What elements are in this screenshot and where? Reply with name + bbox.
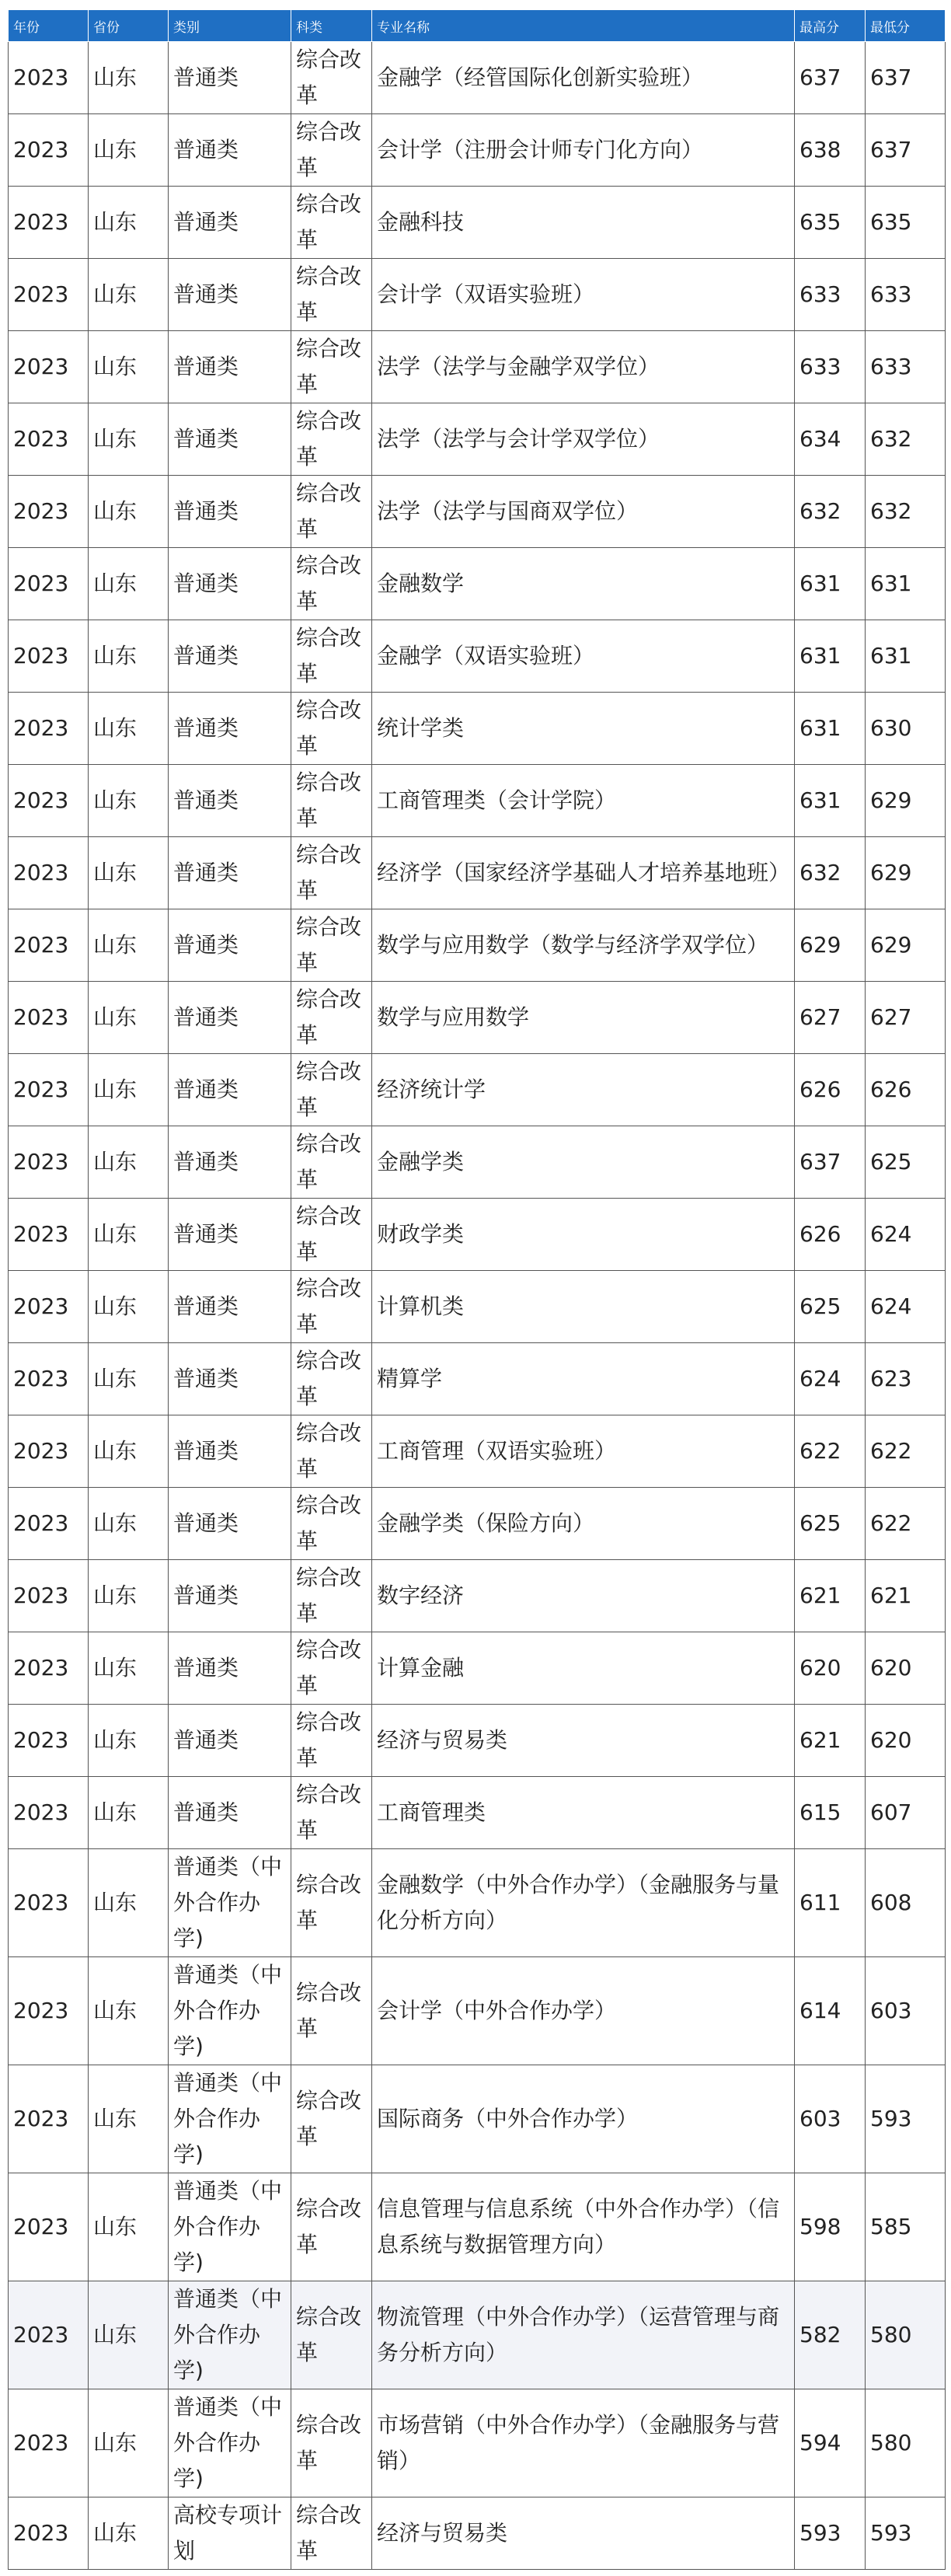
cell-year: 2023 [9, 909, 89, 982]
cell-major: 经济学（国家经济学基础人才培养基地班） [372, 837, 795, 909]
admission-scores-table [8, 9, 946, 2570]
cell-major: 金融科技 [372, 187, 795, 259]
cell-province: 山东 [89, 1632, 169, 1705]
cell-type: 普通类（中外合作办学) [169, 2065, 291, 2173]
cell-max-score: 632 [795, 476, 866, 548]
table-row [9, 114, 946, 187]
cell-category: 综合改革 [291, 42, 372, 114]
cell-min-score: 632 [866, 476, 946, 548]
cell-type: 普通类 [169, 1560, 291, 1632]
cell-major: 数学与应用数学 [372, 982, 795, 1054]
cell-type: 普通类 [169, 1777, 291, 1849]
cell-max-score: 625 [795, 1488, 866, 1560]
cell-category: 综合改革 [291, 403, 372, 476]
cell-major: 统计学类 [372, 693, 795, 765]
cell-min-score: 631 [866, 620, 946, 693]
cell-category: 综合改革 [291, 1054, 372, 1126]
cell-category: 综合改革 [291, 1488, 372, 1560]
cell-type: 普通类 [169, 331, 291, 403]
table-row [9, 982, 946, 1054]
cell-year: 2023 [9, 1777, 89, 1849]
cell-max-score: 629 [795, 909, 866, 982]
cell-type: 高校专项计划 [169, 2497, 291, 2570]
cell-province: 山东 [89, 1126, 169, 1199]
table-row [9, 693, 946, 765]
cell-major: 经济与贸易类 [372, 2497, 795, 2570]
cell-year: 2023 [9, 1271, 89, 1343]
table-body [9, 42, 946, 2570]
table-row [9, 187, 946, 259]
cell-type: 普通类 [169, 982, 291, 1054]
cell-max-score: 626 [795, 1199, 866, 1271]
cell-type: 普通类 [169, 1199, 291, 1271]
cell-max-score: 631 [795, 765, 866, 837]
cell-year: 2023 [9, 476, 89, 548]
cell-province: 山东 [89, 693, 169, 765]
cell-category: 综合改革 [291, 1560, 372, 1632]
cell-max-score: 637 [795, 1126, 866, 1199]
cell-min-score: 633 [866, 259, 946, 331]
cell-category: 综合改革 [291, 187, 372, 259]
table-row [9, 42, 946, 114]
cell-province: 山东 [89, 114, 169, 187]
cell-major: 数学与应用数学（数学与经济学双学位） [372, 909, 795, 982]
cell-max-score: 634 [795, 403, 866, 476]
cell-max-score: 638 [795, 114, 866, 187]
table-row [9, 2281, 946, 2389]
cell-major: 信息管理与信息系统（中外合作办学）（信息系统与数据管理方向） [372, 2173, 795, 2281]
cell-major: 金融学（经管国际化创新实验班） [372, 42, 795, 114]
cell-category: 综合改革 [291, 693, 372, 765]
table-row [9, 1271, 946, 1343]
cell-max-score: 621 [795, 1560, 866, 1632]
cell-type: 普通类 [169, 259, 291, 331]
cell-category: 综合改革 [291, 2173, 372, 2281]
cell-min-score: 629 [866, 909, 946, 982]
cell-year: 2023 [9, 1632, 89, 1705]
cell-category: 综合改革 [291, 1777, 372, 1849]
cell-min-score: 620 [866, 1632, 946, 1705]
cell-year: 2023 [9, 187, 89, 259]
cell-category: 综合改革 [291, 982, 372, 1054]
cell-province: 山东 [89, 548, 169, 620]
table-row [9, 2389, 946, 2497]
cell-year: 2023 [9, 114, 89, 187]
cell-category: 综合改革 [291, 1271, 372, 1343]
table-row [9, 548, 946, 620]
cell-province: 山东 [89, 1488, 169, 1560]
cell-category: 综合改革 [291, 331, 372, 403]
cell-year: 2023 [9, 1957, 89, 2065]
cell-max-score: 631 [795, 548, 866, 620]
cell-min-score: 629 [866, 765, 946, 837]
cell-max-score: 631 [795, 693, 866, 765]
cell-min-score: 622 [866, 1415, 946, 1488]
cell-max-score: 631 [795, 620, 866, 693]
table-row [9, 620, 946, 693]
cell-major: 法学（法学与金融学双学位） [372, 331, 795, 403]
cell-year: 2023 [9, 982, 89, 1054]
cell-min-score: 625 [866, 1126, 946, 1199]
cell-min-score: 637 [866, 42, 946, 114]
cell-province: 山东 [89, 837, 169, 909]
cell-major: 数字经济 [372, 1560, 795, 1632]
cell-min-score: 621 [866, 1560, 946, 1632]
cell-year: 2023 [9, 1705, 89, 1777]
cell-major: 精算学 [372, 1343, 795, 1415]
header-year: 年份 [9, 10, 89, 42]
cell-major: 金融数学 [372, 548, 795, 620]
cell-max-score: 593 [795, 2497, 866, 2570]
cell-min-score: 607 [866, 1777, 946, 1849]
cell-province: 山东 [89, 1957, 169, 2065]
cell-type: 普通类 [169, 548, 291, 620]
cell-category: 综合改革 [291, 1343, 372, 1415]
cell-category: 综合改革 [291, 1957, 372, 2065]
cell-category: 综合改革 [291, 1126, 372, 1199]
cell-major: 金融学（双语实验班） [372, 620, 795, 693]
cell-min-score: 623 [866, 1343, 946, 1415]
cell-province: 山东 [89, 1777, 169, 1849]
cell-min-score: 630 [866, 693, 946, 765]
cell-min-score: 631 [866, 548, 946, 620]
cell-major: 市场营销（中外合作办学）（金融服务与营销） [372, 2389, 795, 2497]
cell-type: 普通类（中外合作办学) [169, 1957, 291, 2065]
cell-year: 2023 [9, 403, 89, 476]
cell-type: 普通类 [169, 1343, 291, 1415]
cell-year: 2023 [9, 2281, 89, 2389]
header-min-score: 最低分 [866, 10, 946, 42]
cell-category: 综合改革 [291, 2389, 372, 2497]
cell-type: 普通类 [169, 114, 291, 187]
cell-province: 山东 [89, 1054, 169, 1126]
table-row [9, 331, 946, 403]
cell-category: 综合改革 [291, 909, 372, 982]
cell-min-score: 624 [866, 1199, 946, 1271]
cell-type: 普通类 [169, 620, 291, 693]
cell-year: 2023 [9, 1849, 89, 1957]
cell-major: 计算机类 [372, 1271, 795, 1343]
table-row [9, 1488, 946, 1560]
table-row [9, 1343, 946, 1415]
cell-min-score: 585 [866, 2173, 946, 2281]
table-row [9, 1777, 946, 1849]
cell-year: 2023 [9, 693, 89, 765]
cell-min-score: 633 [866, 331, 946, 403]
cell-max-score: 625 [795, 1271, 866, 1343]
cell-major: 会计学（双语实验班） [372, 259, 795, 331]
table-row [9, 1126, 946, 1199]
cell-major: 财政学类 [372, 1199, 795, 1271]
cell-province: 山东 [89, 2065, 169, 2173]
cell-province: 山东 [89, 187, 169, 259]
cell-year: 2023 [9, 1126, 89, 1199]
cell-min-score: 624 [866, 1271, 946, 1343]
table-row [9, 1957, 946, 2065]
table-row [9, 1199, 946, 1271]
cell-category: 综合改革 [291, 2497, 372, 2570]
table-row [9, 2173, 946, 2281]
cell-max-score: 627 [795, 982, 866, 1054]
cell-major: 金融学类（保险方向） [372, 1488, 795, 1560]
table-row [9, 2497, 946, 2570]
cell-year: 2023 [9, 765, 89, 837]
table-row [9, 259, 946, 331]
cell-type: 普通类（中外合作办学) [169, 1849, 291, 1957]
cell-category: 综合改革 [291, 548, 372, 620]
cell-type: 普通类 [169, 187, 291, 259]
table-row [9, 1705, 946, 1777]
cell-max-score: 635 [795, 187, 866, 259]
cell-year: 2023 [9, 548, 89, 620]
cell-province: 山东 [89, 2173, 169, 2281]
cell-year: 2023 [9, 837, 89, 909]
cell-major: 法学（法学与会计学双学位） [372, 403, 795, 476]
cell-min-score: 608 [866, 1849, 946, 1957]
cell-major: 金融学类 [372, 1126, 795, 1199]
cell-major: 金融数学（中外合作办学）（金融服务与量化分析方向） [372, 1849, 795, 1957]
cell-min-score: 580 [866, 2281, 946, 2389]
cell-major: 计算金融 [372, 1632, 795, 1705]
cell-province: 山东 [89, 331, 169, 403]
cell-min-score: 593 [866, 2497, 946, 2570]
cell-type: 普通类 [169, 1271, 291, 1343]
cell-major: 工商管理（双语实验班） [372, 1415, 795, 1488]
table-row [9, 1054, 946, 1126]
cell-min-score: 635 [866, 187, 946, 259]
cell-type: 普通类 [169, 1705, 291, 1777]
header-type: 类别 [169, 10, 291, 42]
cell-min-score: 620 [866, 1705, 946, 1777]
cell-year: 2023 [9, 2173, 89, 2281]
cell-max-score: 594 [795, 2389, 866, 2497]
cell-province: 山东 [89, 1415, 169, 1488]
cell-province: 山东 [89, 909, 169, 982]
cell-category: 综合改革 [291, 1632, 372, 1705]
cell-province: 山东 [89, 476, 169, 548]
cell-major: 工商管理类（会计学院） [372, 765, 795, 837]
header-province: 省份 [89, 10, 169, 42]
cell-max-score: 611 [795, 1849, 866, 1957]
table-row [9, 403, 946, 476]
cell-province: 山东 [89, 1560, 169, 1632]
cell-year: 2023 [9, 1560, 89, 1632]
cell-province: 山东 [89, 2281, 169, 2389]
cell-year: 2023 [9, 2497, 89, 2570]
cell-major: 国际商务（中外合作办学） [372, 2065, 795, 2173]
cell-province: 山东 [89, 1849, 169, 1957]
cell-category: 综合改革 [291, 1415, 372, 1488]
cell-year: 2023 [9, 1199, 89, 1271]
cell-category: 综合改革 [291, 765, 372, 837]
table-row [9, 909, 946, 982]
cell-major: 工商管理类 [372, 1777, 795, 1849]
table-row [9, 2065, 946, 2173]
header-category: 科类 [291, 10, 372, 42]
cell-type: 普通类（中外合作办学) [169, 2281, 291, 2389]
cell-year: 2023 [9, 42, 89, 114]
header-major: 专业名称 [372, 10, 795, 42]
cell-type: 普通类（中外合作办学) [169, 2389, 291, 2497]
cell-min-score: 580 [866, 2389, 946, 2497]
cell-min-score: 593 [866, 2065, 946, 2173]
cell-min-score: 622 [866, 1488, 946, 1560]
cell-max-score: 598 [795, 2173, 866, 2281]
cell-province: 山东 [89, 2497, 169, 2570]
table-row [9, 1849, 946, 1957]
cell-type: 普通类 [169, 1488, 291, 1560]
cell-max-score: 624 [795, 1343, 866, 1415]
cell-category: 综合改革 [291, 1705, 372, 1777]
cell-province: 山东 [89, 982, 169, 1054]
cell-major: 法学（法学与国商双学位） [372, 476, 795, 548]
cell-category: 综合改革 [291, 837, 372, 909]
cell-province: 山东 [89, 765, 169, 837]
cell-category: 综合改革 [291, 2281, 372, 2389]
cell-max-score: 621 [795, 1705, 866, 1777]
cell-major: 会计学（中外合作办学） [372, 1957, 795, 2065]
cell-min-score: 637 [866, 114, 946, 187]
cell-type: 普通类 [169, 403, 291, 476]
cell-province: 山东 [89, 1705, 169, 1777]
cell-max-score: 633 [795, 331, 866, 403]
cell-min-score: 626 [866, 1054, 946, 1126]
cell-max-score: 633 [795, 259, 866, 331]
cell-max-score: 626 [795, 1054, 866, 1126]
cell-min-score: 603 [866, 1957, 946, 2065]
table-row [9, 1560, 946, 1632]
cell-type: 普通类 [169, 476, 291, 548]
cell-category: 综合改革 [291, 1849, 372, 1957]
cell-province: 山东 [89, 620, 169, 693]
cell-min-score: 632 [866, 403, 946, 476]
cell-province: 山东 [89, 1271, 169, 1343]
cell-max-score: 620 [795, 1632, 866, 1705]
cell-year: 2023 [9, 1343, 89, 1415]
cell-category: 综合改革 [291, 259, 372, 331]
cell-year: 2023 [9, 1415, 89, 1488]
cell-max-score: 615 [795, 1777, 866, 1849]
table-row [9, 837, 946, 909]
cell-max-score: 582 [795, 2281, 866, 2389]
cell-type: 普通类 [169, 1054, 291, 1126]
cell-max-score: 603 [795, 2065, 866, 2173]
table-row [9, 476, 946, 548]
cell-type: 普通类 [169, 1415, 291, 1488]
cell-type: 普通类 [169, 909, 291, 982]
cell-type: 普通类 [169, 693, 291, 765]
header-row [9, 10, 946, 42]
cell-max-score: 614 [795, 1957, 866, 2065]
cell-category: 综合改革 [291, 620, 372, 693]
cell-type: 普通类 [169, 42, 291, 114]
cell-province: 山东 [89, 403, 169, 476]
cell-province: 山东 [89, 2389, 169, 2497]
cell-year: 2023 [9, 259, 89, 331]
table-row [9, 765, 946, 837]
table-row [9, 1632, 946, 1705]
cell-major: 经济与贸易类 [372, 1705, 795, 1777]
cell-year: 2023 [9, 2065, 89, 2173]
cell-province: 山东 [89, 1199, 169, 1271]
cell-major: 会计学（注册会计师专门化方向） [372, 114, 795, 187]
cell-year: 2023 [9, 331, 89, 403]
cell-province: 山东 [89, 42, 169, 114]
cell-max-score: 632 [795, 837, 866, 909]
cell-category: 综合改革 [291, 114, 372, 187]
cell-type: 普通类 [169, 765, 291, 837]
cell-major: 物流管理（中外合作办学）（运营管理与商务分析方向） [372, 2281, 795, 2389]
cell-type: 普通类（中外合作办学) [169, 2173, 291, 2281]
cell-category: 综合改革 [291, 1199, 372, 1271]
cell-category: 综合改革 [291, 476, 372, 548]
header-max-score: 最高分 [795, 10, 866, 42]
cell-max-score: 637 [795, 42, 866, 114]
cell-year: 2023 [9, 1054, 89, 1126]
cell-year: 2023 [9, 2389, 89, 2497]
cell-min-score: 629 [866, 837, 946, 909]
cell-type: 普通类 [169, 1126, 291, 1199]
cell-min-score: 627 [866, 982, 946, 1054]
cell-category: 综合改革 [291, 2065, 372, 2173]
table-row [9, 1415, 946, 1488]
cell-year: 2023 [9, 620, 89, 693]
cell-province: 山东 [89, 1343, 169, 1415]
cell-max-score: 622 [795, 1415, 866, 1488]
cell-province: 山东 [89, 259, 169, 331]
cell-type: 普通类 [169, 837, 291, 909]
cell-year: 2023 [9, 1488, 89, 1560]
cell-type: 普通类 [169, 1632, 291, 1705]
cell-major: 经济统计学 [372, 1054, 795, 1126]
